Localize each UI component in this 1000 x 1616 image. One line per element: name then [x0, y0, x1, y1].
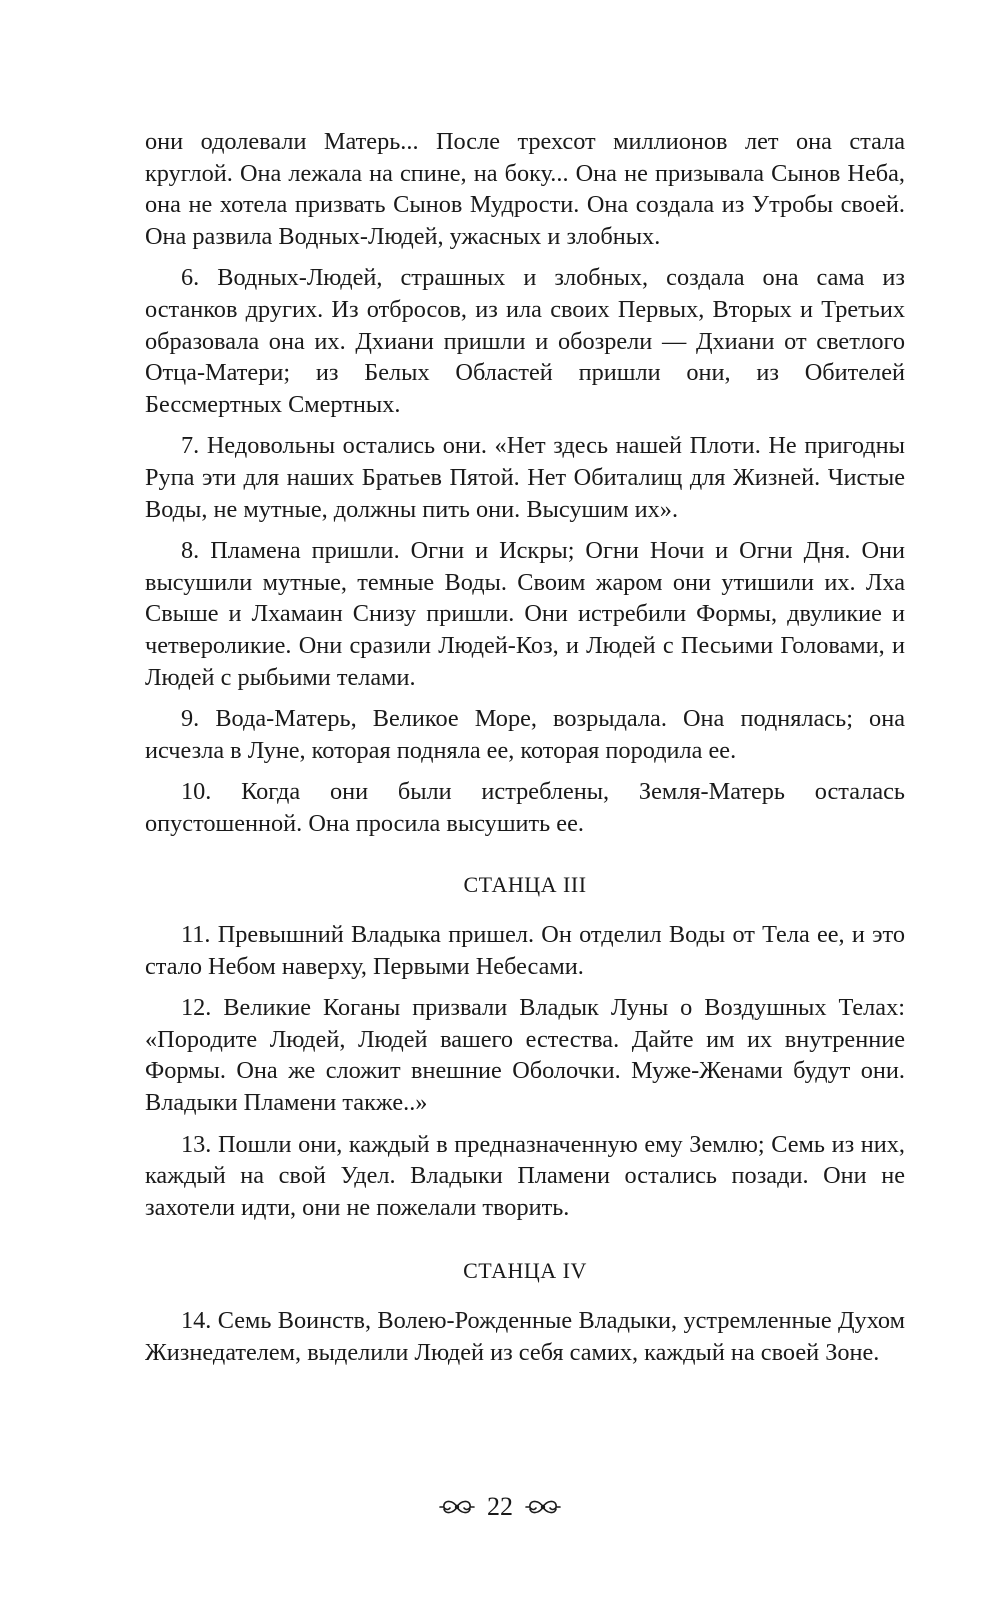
page-number: 22: [487, 1492, 513, 1521]
page-body: [145, 126, 905, 1378]
flourish-ornament-icon: [439, 1496, 475, 1518]
verse-7: 7. Недовольны остались они. «Нет здесь нашей Плоти. Не пригодны Рупа эти для наших Братьев Пятой. Нет Обиталищ для Жизней. Чистые Воды, не мутные, должны пить они. Высушим их».: [145, 432, 905, 523]
paragraph-continuation: они одолевали Матерь... После трехсот миллионов лет она стала круглой. Она лежала на спине, на боку... Она не призывала Сынов Неба, она не хотела призвать Сынов Мудрости. Она создала из Утробы своей. Она развила Водных-Людей, ужасных и злобных.: [145, 128, 905, 250]
stanza-heading-4: СТАНЦА IV: [463, 1258, 587, 1284]
page-footer: [0, 1487, 1000, 1527]
verse-8: 8. Пламена пришли. Огни и Искры; Огни Ночи и Огни Дня. Они высушили мутные, темные Воды. Своим жаром они утишили их. Лха Свыше и Лхамаин Снизу пришли. Они истребили Формы, двуликие и четвероликие. Они сразили Людей-Коз, и Людей с Песьими Головами, и Людей с рыбьими телами.: [145, 537, 905, 691]
verse-12: 12. Великие Коганы призвали Владык Луны о Воздушных Телах: «Породите Людей, Людей вашего естества. Дайте им их внутренние Формы. Она же сложит внешние Оболочки. Муже-Женами будут они. Владыки Пламени также..»: [145, 994, 905, 1117]
flourish-ornament-icon: [525, 1496, 561, 1518]
verse-9: 9. Вода-Матерь, Великое Море, возрыдала. Она поднялась; она исчезла в Луне, которая подняла ее, которая породила ее.: [145, 705, 905, 764]
verse-10: 10. Когда они были истреблены, Земля-Матерь осталась опустошенной. Она просила высушить ее.: [145, 778, 905, 837]
verse-13: 13. Пошли они, каждый в предназначенную ему Землю; Семь из них, каждый на свой Удел. Владыки Пламени остались позади. Они не захотели идти, они не пожелали творить.: [145, 1130, 905, 1221]
verse-14: 14. Семь Воинств, Волею-Рожденные Владыки, устремленные Духом Жизнедателем, выделили Людей из себя самих, каждый на своей Зоне.: [145, 1307, 905, 1366]
verse-6: 6. Водных-Людей, страшных и злобных, создала она сама из останков других. Из отбросов, из ила своих Первых, Вторых и Третьих образовала она их. Дхиани пришли и обозрели — Дхиани от светлого Отца-Матери; из Белых Областей пришли они, из Обителей Бессмертных Смертных.: [145, 264, 905, 418]
stanza-heading-3: СТАНЦА III: [463, 872, 587, 898]
verse-11: 11. Превышний Владыка пришел. Он отделил Воды от Тела ее, и это стало Небом наверху, Первыми Небесами.: [145, 921, 905, 980]
